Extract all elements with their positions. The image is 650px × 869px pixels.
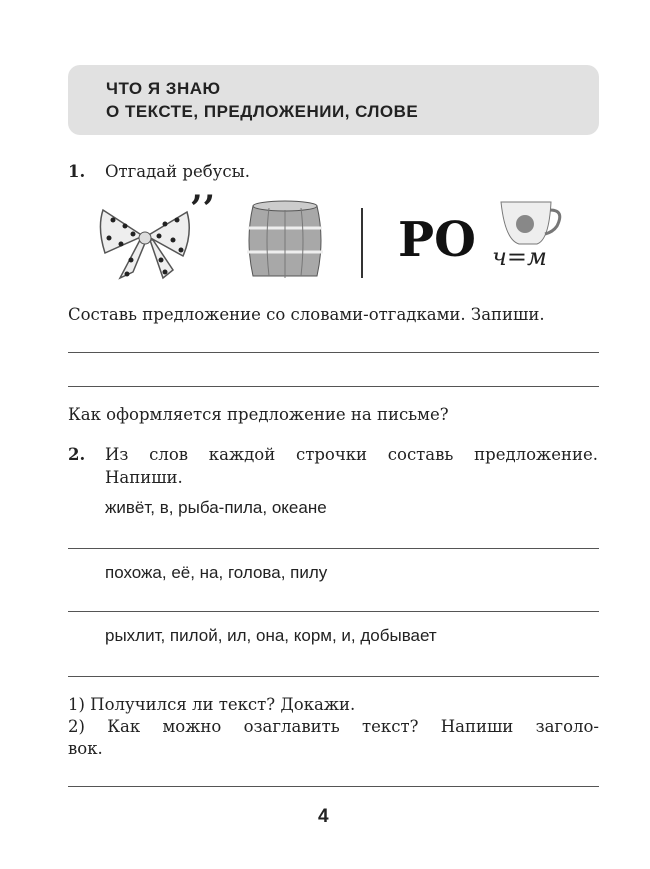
header-line-2: О ТЕКСТЕ, ПРЕДЛОЖЕНИИ, СЛОВЕ xyxy=(106,102,419,121)
question-1: 1) Получился ли текст? Докажи. xyxy=(68,695,356,714)
question-text: Как оформляется предложение на письме? xyxy=(68,405,449,424)
bow-image xyxy=(95,198,195,283)
instruction-text: Составь предложение со словами-отгадками. Запиши. xyxy=(68,305,545,324)
quote-marks: ’’ xyxy=(190,188,216,230)
task-2-text-line1: Из слов каждой строчки составь предложение. xyxy=(105,445,598,464)
word-row-3: рыхлит, пилой, ил, она, корм, и, добывает xyxy=(105,626,437,645)
barrel-image xyxy=(245,200,325,280)
task-1-number: 1. xyxy=(68,162,86,181)
writing-line[interactable] xyxy=(68,386,599,387)
question-2: 2) Как можно озаглавить текст? Напиши заголо- xyxy=(68,717,599,736)
rebus-letters: РО xyxy=(398,212,476,268)
writing-line[interactable] xyxy=(68,676,599,677)
task-2-number: 2. xyxy=(68,445,86,464)
writing-line[interactable] xyxy=(68,786,599,787)
section-header xyxy=(68,65,599,135)
writing-line[interactable] xyxy=(68,548,599,549)
header-line-1: ЧТО Я ЗНАЮ xyxy=(106,79,221,98)
task-1-text: Отгадай ребусы. xyxy=(105,162,250,181)
writing-line[interactable] xyxy=(68,611,599,612)
question-2-cont: вок. xyxy=(68,739,103,758)
cup-image xyxy=(497,196,567,248)
divider xyxy=(361,208,363,278)
task-2-text-line2: Напиши. xyxy=(105,468,183,487)
word-row-2: похожа, её, на, голова, пилу xyxy=(105,563,328,582)
rebus-substitution: ч=м xyxy=(492,243,547,271)
page-number: 4 xyxy=(318,806,329,827)
word-row-1: живёт, в, рыба-пила, океане xyxy=(105,498,327,517)
writing-line[interactable] xyxy=(68,352,599,353)
